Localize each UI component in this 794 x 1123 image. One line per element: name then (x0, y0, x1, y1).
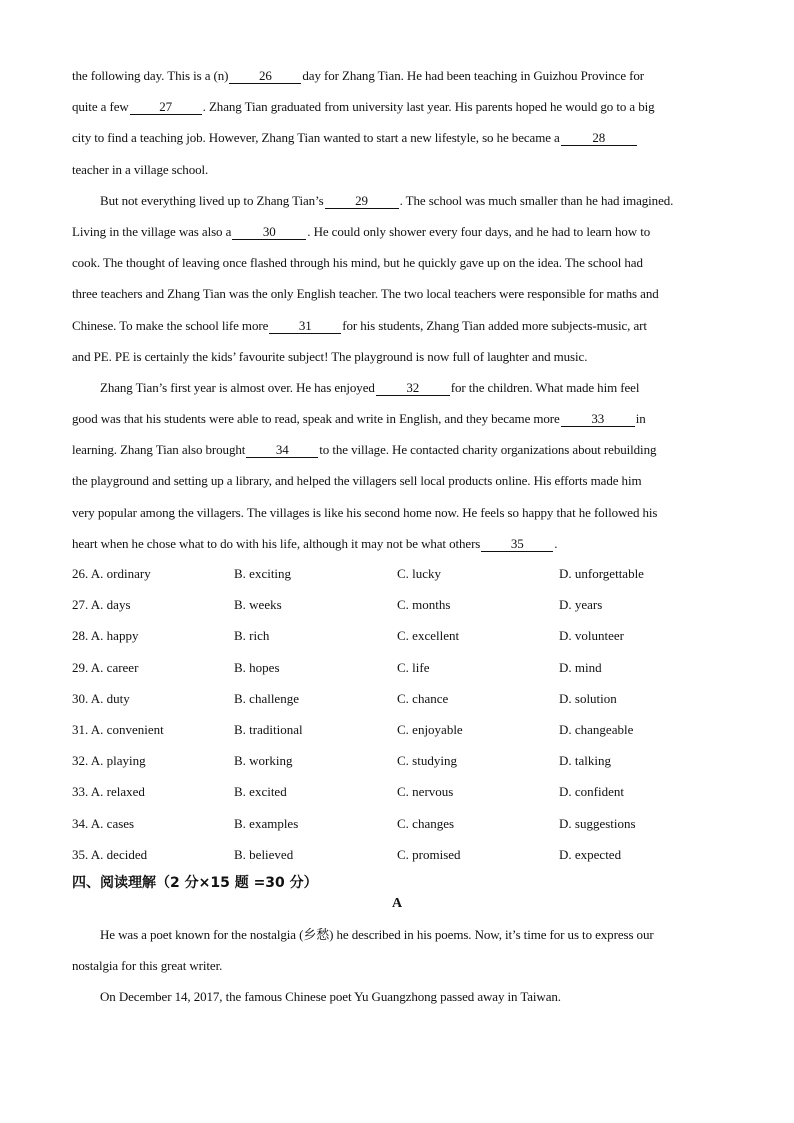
passage-text: to the village. He contacted charity organizations about rebuilding (319, 442, 657, 458)
option-b: B. traditional (234, 721, 303, 737)
option-d: D. mind (559, 659, 602, 675)
passage-text: city to find a teaching job. However, Zhang Tian wanted to start a new lifestyle, so he became a (72, 130, 560, 146)
blank-35: 35 (481, 537, 553, 552)
option-b: B. believed (234, 846, 294, 862)
blank-29: 29 (325, 194, 399, 209)
passage-text: in (635, 411, 646, 427)
passage-text: . Zhang Tian graduated from university last year. His parents hoped he would go to a big (202, 99, 655, 115)
section-title: 四、阅读理解（2 分×15 题 =30 分） (72, 875, 318, 891)
option-c: C. enjoyable (397, 721, 463, 737)
option-b: B. hopes (234, 659, 280, 675)
question-row (72, 683, 752, 714)
option-a: 26. A. ordinary (72, 566, 151, 581)
passage-a-title: A (391, 896, 403, 911)
passage-text: Zhang Tian’s first year is almost over. He has enjoyed (100, 379, 375, 395)
passage-line (72, 465, 722, 496)
reading-line: nostalgia for this great writer. (72, 958, 223, 974)
reading-passage-a (72, 919, 722, 1013)
option-d: D. solution (559, 690, 617, 706)
option-a: 31. A. convenient (72, 721, 164, 737)
option-c: C. changes (397, 815, 455, 831)
passage-line (72, 278, 722, 309)
option-b: B. excited (234, 784, 287, 800)
option-c: C. studying (397, 753, 457, 769)
question-row (72, 620, 752, 651)
option-d: D. talking (559, 753, 611, 769)
passage-text: cook. The thought of leaving once flashed through his mind, but he quickly gave up on the idea. The school had (72, 255, 643, 271)
passage-line (72, 216, 722, 247)
passage-text: quite a few (72, 99, 129, 115)
blank-28: 28 (561, 131, 637, 146)
option-c: C. months (397, 597, 451, 613)
option-c: C. chance (397, 690, 449, 706)
passage-text: good was that his students were able to read, speak and write in English, and they became more (72, 411, 560, 427)
option-d: D. years (559, 597, 603, 613)
passage-line (72, 185, 722, 216)
question-row (72, 808, 752, 839)
question-row (72, 558, 752, 589)
option-d: D. changeable (559, 721, 634, 737)
question-row (72, 652, 752, 683)
passage-text: day for Zhang Tian. He had been teaching in Guizhou Province for (302, 68, 645, 83)
option-d: D. volunteer (559, 628, 624, 644)
option-a: 33. A. relaxed (72, 784, 145, 800)
passage-text: teacher in a village school. (72, 161, 209, 177)
option-c: C. excellent (397, 628, 460, 644)
option-d: D. expected (559, 846, 622, 862)
question-row (72, 714, 752, 745)
question-row (72, 839, 752, 870)
option-b: B. weeks (234, 597, 282, 613)
passage-text: for the children. What made him feel (450, 379, 640, 395)
cloze-passage (72, 60, 722, 559)
reading-line: On December 14, 2017, the famous Chinese poet Yu Guangzhong passed away in Taiwan. (100, 989, 561, 1005)
blank-32: 32 (376, 381, 450, 396)
option-a: 29. A. career (72, 659, 139, 675)
passage-text: and PE. PE is certainly the kids’ favourite subject! The playground is now full of laughter and music. (72, 348, 588, 364)
blank-26: 26 (229, 69, 301, 84)
blank-34: 34 (246, 443, 318, 458)
option-c: C. nervous (397, 784, 454, 800)
blank-33: 33 (561, 412, 635, 427)
option-c: C. promised (397, 846, 461, 862)
passage-line (72, 154, 722, 185)
option-b: B. rich (234, 628, 270, 644)
option-b: B. exciting (234, 566, 292, 581)
passage-text: the following day. This is a (n) (72, 68, 229, 83)
passage-text: very popular among the villagers. The villages is like his second home now. He feels so happy that he followed his (72, 504, 658, 520)
passage-text: heart when he chose what to do with his life, although it may not be what others (72, 535, 481, 551)
blank-31: 31 (269, 319, 341, 334)
passage-text: for his students, Zhang Tian added more subjects-music, art (342, 317, 647, 333)
option-a: 32. A. playing (72, 753, 146, 769)
option-b: B. examples (234, 815, 299, 831)
passage-text: But not everything lived up to Zhang Tian’s (100, 192, 324, 208)
passage-line (72, 403, 722, 434)
question-row (72, 589, 752, 620)
passage-text: learning. Zhang Tian also brought (72, 442, 246, 458)
option-a: 35. A. decided (72, 846, 148, 862)
passage-text: three teachers and Zhang Tian was the only English teacher. The two local teachers were responsible for maths and (72, 286, 659, 302)
option-d: D. confident (559, 784, 624, 800)
cloze-options (72, 558, 752, 870)
passage-line (72, 247, 722, 278)
option-b: B. challenge (234, 690, 299, 706)
passage-line (72, 91, 722, 122)
option-b: B. working (234, 753, 293, 769)
passage-line (72, 528, 722, 559)
passage-line (72, 497, 722, 528)
passage-text: . The school was much smaller than he had imagined. (399, 192, 674, 208)
option-c: C. life (397, 659, 430, 675)
passage-text: . (554, 535, 558, 551)
option-c: C. lucky (397, 566, 442, 581)
passage-line (72, 310, 722, 341)
passage-line (72, 60, 722, 91)
option-a: 27. A. days (72, 597, 131, 613)
passage-text: Chinese. To make the school life more (72, 317, 269, 333)
passage-line (72, 372, 722, 403)
option-a: 34. A. cases (72, 815, 135, 831)
passage-line (72, 341, 722, 372)
blank-30: 30 (232, 225, 306, 240)
passage-text: the playground and setting up a library, and helped the villagers sell local products online. His efforts made him (72, 473, 642, 489)
option-a: 30. A. duty (72, 690, 130, 706)
question-row (72, 745, 752, 776)
passage-text: . He could only shower every four days, and he had to learn how to (307, 223, 651, 239)
option-d: D. unforgettable (559, 566, 644, 581)
reading-line: He was a poet known for the nostalgia (乡愁) he described in his poems. Now, it’s time for us to express our (100, 927, 654, 942)
passage-line (72, 434, 722, 465)
passage-text: Living in the village was also a (72, 223, 232, 239)
passage-line (72, 122, 722, 153)
option-a: 28. A. happy (72, 628, 139, 644)
option-d: D. suggestions (559, 815, 636, 831)
question-row (72, 776, 752, 807)
blank-27: 27 (130, 100, 202, 115)
